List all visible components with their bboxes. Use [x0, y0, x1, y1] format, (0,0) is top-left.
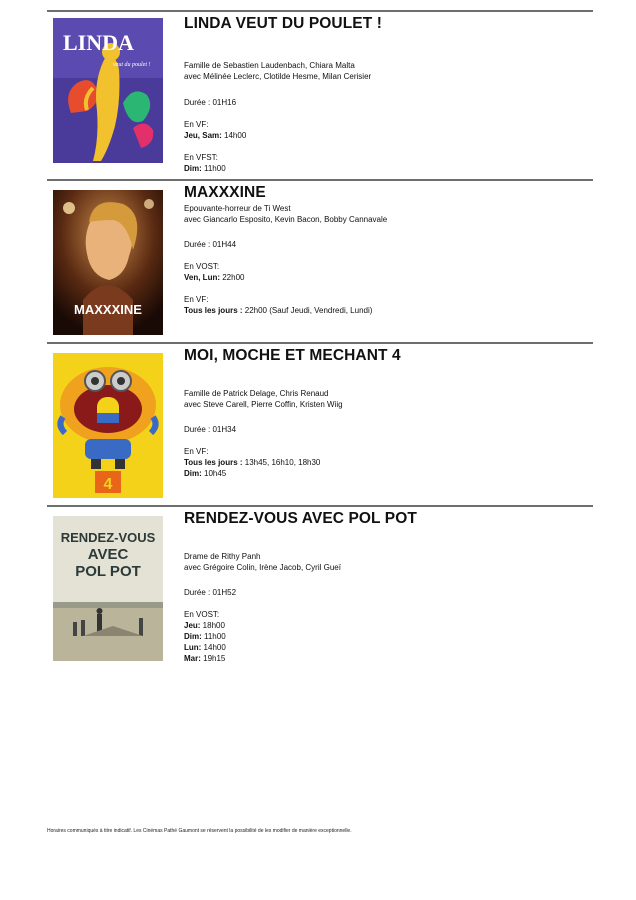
film-cast: avec Mélinée Leclerc, Clotilde Hesme, Milan Cerisier: [184, 72, 372, 81]
session-version: En VOST:: [184, 262, 220, 271]
poster-rendez-vous: [53, 516, 163, 661]
poster-maxxxine-title: MAXXXINE: [74, 302, 142, 317]
film-cast: avec Giancarlo Esposito, Kevin Bacon, Bobby Cannavale: [184, 215, 388, 224]
session-days: Jeu, Sam:: [184, 131, 222, 140]
film-entry-rendez-vous: [47, 505, 593, 669]
session-version: En VFST:: [184, 153, 218, 162]
poster-linda-title: LINDA: [63, 30, 134, 55]
film-duration: Durée : 01H16: [184, 98, 237, 107]
session-version: En VF:: [184, 295, 209, 304]
film-genre: Famille de Sebastien Laudenbach, Chiara Malta: [184, 61, 355, 70]
session-row: [184, 163, 589, 174]
session-version: En VOST:: [184, 610, 220, 619]
session-times: 22h00 (Sauf Jeudi, Vendredi, Lundi): [242, 306, 373, 315]
film-entry-moi-moche: [47, 342, 593, 506]
poster-linda-image: [53, 18, 163, 163]
poster-rendez-vous-line1: RENDEZ-VOUS: [60, 530, 156, 545]
film-cast: avec Grégoire Colin, Irène Jacob, Cyril Gueï: [184, 563, 341, 572]
session-days: Jeu:: [184, 621, 201, 630]
session-days: Mar:: [184, 654, 201, 663]
session-times: 10h45: [201, 469, 227, 478]
session-times: 22h00: [220, 273, 245, 282]
session-days: Tous les jours :: [184, 306, 243, 315]
session-row: [184, 642, 589, 653]
session-row: [184, 468, 589, 479]
film-title: MOI, MOCHE ET MECHANT 4: [184, 347, 401, 364]
session-row: [184, 457, 589, 468]
session-times: 11h00: [201, 164, 226, 173]
session-row: [184, 620, 589, 631]
film-info: [184, 14, 589, 174]
session-row: [184, 653, 589, 664]
poster-maxxxine-image: [53, 190, 163, 335]
film-entry-linda: [47, 10, 593, 180]
film-title: LINDA VEUT DU POULET !: [184, 15, 382, 32]
session-days: Dim:: [184, 632, 202, 641]
film-title: RENDEZ-VOUS AVEC POL POT: [184, 510, 417, 527]
session-times: 13h45, 16h10, 18h30: [242, 458, 321, 467]
poster-maxxxine: [53, 190, 163, 335]
poster-rendez-vous-line2: AVEC: [87, 546, 129, 563]
poster-moi-moche: [53, 353, 163, 498]
session-row: [184, 631, 589, 642]
session-days: Tous les jours :: [184, 458, 243, 467]
film-genre: Epouvante-horreur de Ti West: [184, 204, 291, 213]
film-info: [184, 183, 589, 316]
poster-rendez-vous-line3: POL POT: [75, 563, 141, 580]
film-entry-maxxxine: [47, 179, 593, 343]
session-version: En VF:: [184, 447, 209, 456]
session-row: [184, 305, 589, 316]
session-times: 11h00: [201, 632, 226, 641]
film-cast: avec Steve Carell, Pierre Coffin, Kristen Wiig: [184, 400, 343, 409]
session-days: Dim:: [184, 469, 202, 478]
session-times: 14h00: [221, 131, 247, 140]
poster-moi-moche-image: [53, 353, 163, 498]
film-title: MAXXXINE: [184, 184, 266, 201]
film-duration: Durée : 01H44: [184, 240, 237, 249]
film-duration: Durée : 01H52: [184, 588, 237, 597]
session-days: Lun:: [184, 643, 202, 652]
session-days: Ven, Lun:: [184, 273, 220, 282]
poster-moi-moche-number: 4: [103, 476, 113, 493]
film-genre: Famille de Patrick Delage, Chris Renaud: [184, 389, 329, 398]
session-times: 19h15: [200, 654, 226, 663]
film-info: [184, 509, 589, 664]
session-version: En VF:: [184, 120, 209, 129]
film-info: [184, 346, 589, 479]
film-genre: Drame de Rithy Panh: [184, 552, 261, 561]
poster-linda: [53, 18, 163, 163]
session-days: Dim:: [184, 164, 202, 173]
session-row: [184, 130, 589, 141]
session-times: 18h00: [200, 621, 225, 630]
poster-rendez-vous-image: [53, 516, 163, 661]
poster-linda-subtitle: veut du poulet !: [113, 62, 151, 68]
session-row: [184, 272, 589, 283]
footer-disclaimer: Horaires communiqués à titre indicatif. Les Cinémas Pathé Gaumont se réservent la possibilité de les modifier de manière exceptionnelle.: [47, 828, 352, 834]
session-times: 14h00: [201, 643, 226, 652]
film-duration: Durée : 01H34: [184, 425, 237, 434]
